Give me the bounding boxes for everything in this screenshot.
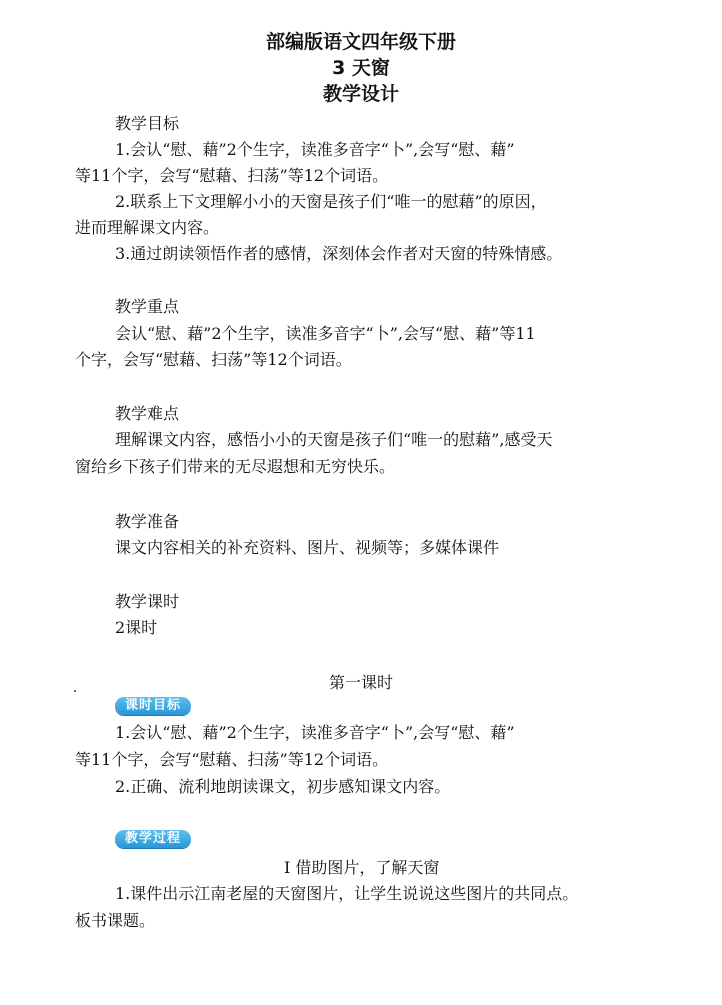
goal-line: 1.会认“慰、藉”2个生字，读准多音字“卜”,会写“慰、藉”	[115, 723, 515, 742]
preparation-heading: 教学准备	[115, 512, 180, 531]
difficulties-line: 理解课文内容，感悟小小的天窗是孩子们“唯一的慰藉”,感受天	[115, 430, 553, 449]
goal-line: 2.正确、流利地朗读课文，初步感知课文内容。	[115, 777, 451, 796]
objectives-line: 2.联系上下文理解小小的天窗是孩子们“唯一的慰藉”的原因，	[115, 192, 547, 211]
preparation-line: 课文内容相关的补充资料、图片、视频等；多媒体课件	[115, 538, 500, 557]
doc-subtitle: 教学设计	[322, 83, 399, 105]
periods-heading: 教学课时	[115, 592, 180, 611]
objectives-line: 等11个字，会写“慰藉、扫荡”等12个词语。	[75, 166, 389, 185]
objectives-line: 进而理解课文内容。	[75, 218, 220, 237]
process-line: 板书课题。	[75, 911, 156, 930]
doc-title: 部编版语文四年级下册	[265, 31, 456, 53]
lesson-title: 3 天窗	[332, 57, 390, 79]
lesson-goal-badge: 课时目标	[115, 697, 191, 715]
key-points-line: 个字，会写“慰藉、扫荡”等12个词语。	[75, 350, 352, 369]
process-section-title: Ⅰ 借助图片，了解天窗	[284, 858, 440, 877]
key-points-heading: 教学重点	[115, 297, 180, 316]
first-period-title: 第一课时	[328, 673, 393, 692]
teaching-process-badge: 教学过程	[115, 830, 191, 848]
difficulties-heading: 教学难点	[115, 404, 180, 423]
periods-line: 2课时	[115, 618, 158, 637]
process-line: 1.课件出示江南老屋的天窗图片，让学生说说这些图片的共同点。	[115, 884, 579, 903]
key-points-line: 会认“慰、藉”2个生字，读准多音字“卜”,会写“慰、藉”等11	[115, 324, 536, 343]
objectives-line: 1.会认“慰、藉”2个生字，读准多音字“卜”,会写“慰、藉”	[115, 140, 515, 159]
objectives-line: 3.通过朗读领悟作者的感情，深刻体会作者对天窗的特殊情感。	[115, 244, 563, 263]
goal-line: 等11个字，会写“慰藉、扫荡”等12个词语。	[75, 750, 389, 769]
objectives-heading: 教学目标	[115, 114, 180, 133]
difficulties-line: 窗给乡下孩子们带来的无尽遐想和无穷快乐。	[75, 457, 396, 476]
